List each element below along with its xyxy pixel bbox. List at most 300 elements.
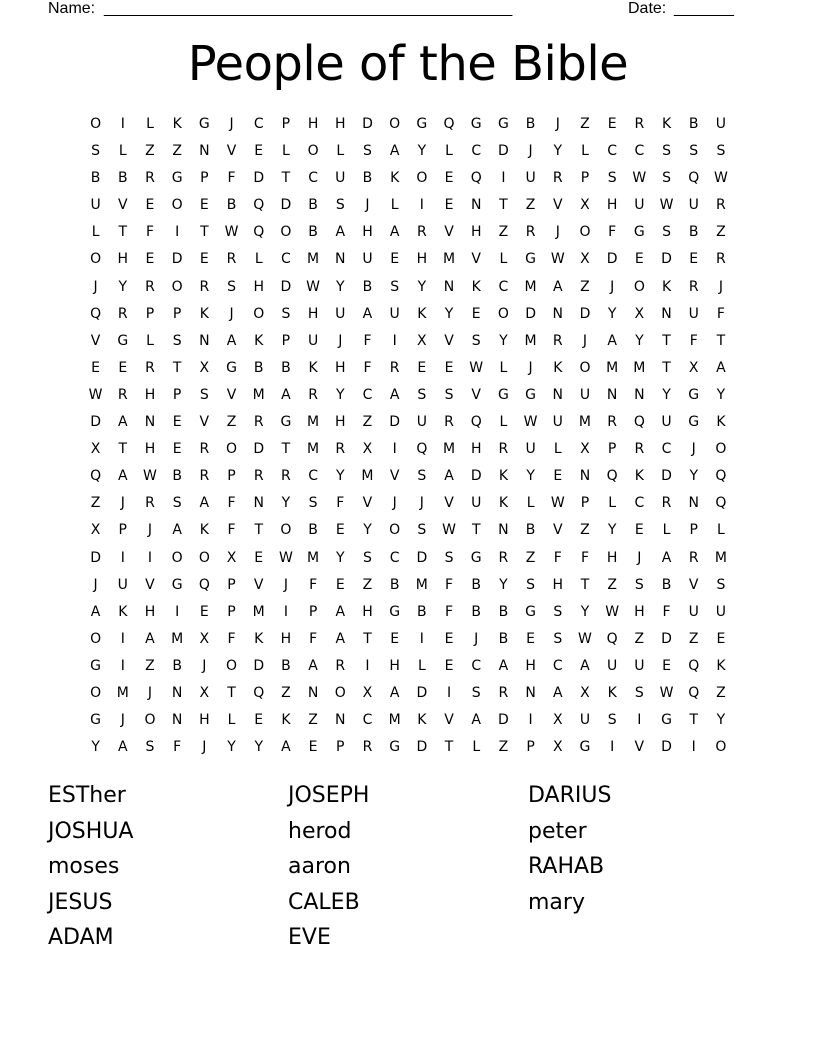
- grid-letter[interactable]: Y: [417, 278, 427, 295]
- grid-letter[interactable]: I: [501, 170, 506, 187]
- grid-letter[interactable]: J: [229, 116, 234, 132]
- grid-letter[interactable]: E: [254, 712, 264, 729]
- grid-letter[interactable]: V: [389, 468, 400, 485]
- grid-letter[interactable]: B: [688, 116, 699, 132]
- grid-letter[interactable]: V: [90, 332, 101, 349]
- grid-letter[interactable]: V: [199, 414, 210, 431]
- grid-letter[interactable]: P: [172, 386, 182, 403]
- grid-letter[interactable]: D: [661, 468, 672, 485]
- grid-letter[interactable]: O: [253, 305, 265, 322]
- grid-letter[interactable]: M: [524, 278, 537, 295]
- grid-letter[interactable]: Y: [336, 549, 345, 566]
- grid-letter[interactable]: O: [90, 116, 102, 132]
- grid-letter[interactable]: S: [172, 332, 182, 349]
- grid-letter[interactable]: E: [444, 197, 454, 214]
- grid-letter[interactable]: C: [308, 468, 318, 485]
- grid-letter[interactable]: K: [199, 305, 209, 322]
- grid-letter[interactable]: P: [200, 170, 209, 187]
- grid-letter[interactable]: H: [525, 657, 536, 674]
- grid-letter[interactable]: D: [253, 170, 265, 187]
- grid-letter[interactable]: R: [498, 684, 509, 701]
- grid-letter[interactable]: E: [199, 603, 209, 620]
- grid-letter[interactable]: D: [606, 251, 618, 268]
- grid-letter[interactable]: A: [471, 712, 481, 729]
- grid-letter[interactable]: D: [389, 414, 401, 431]
- grid-letter[interactable]: J: [147, 684, 153, 701]
- grid-letter[interactable]: A: [199, 495, 210, 512]
- grid-letter[interactable]: J: [419, 495, 424, 512]
- grid-letter[interactable]: R: [362, 739, 373, 756]
- grid-letter[interactable]: Y: [526, 468, 535, 485]
- grid-letter[interactable]: D: [90, 414, 101, 431]
- grid-letter[interactable]: F: [309, 576, 318, 593]
- grid-letter[interactable]: U: [389, 305, 400, 322]
- grid-letter[interactable]: B: [688, 224, 699, 241]
- grid-letter[interactable]: S: [662, 170, 671, 187]
- grid-letter[interactable]: L: [662, 522, 671, 539]
- grid-letter[interactable]: G: [280, 414, 292, 431]
- grid-letter[interactable]: Z: [362, 414, 373, 431]
- grid-letter[interactable]: X: [362, 441, 373, 458]
- grid-letter[interactable]: Y: [553, 143, 563, 160]
- grid-letter[interactable]: P: [607, 441, 617, 458]
- grid-letter[interactable]: L: [390, 197, 399, 214]
- grid-letter[interactable]: O: [334, 684, 346, 701]
- grid-letter[interactable]: H: [144, 386, 156, 403]
- grid-letter[interactable]: H: [144, 441, 156, 458]
- grid-letter[interactable]: S: [281, 305, 291, 322]
- grid-letter[interactable]: D: [661, 630, 672, 647]
- grid-letter[interactable]: H: [362, 224, 373, 241]
- grid-letter[interactable]: U: [335, 170, 346, 187]
- grid-letter[interactable]: A: [308, 657, 318, 674]
- grid-letter[interactable]: W: [659, 684, 674, 701]
- grid-letter[interactable]: L: [717, 522, 725, 539]
- grid-letter[interactable]: I: [120, 116, 125, 132]
- grid-letter[interactable]: S: [662, 143, 671, 160]
- grid-letter[interactable]: Q: [606, 630, 618, 647]
- grid-letter[interactable]: H: [470, 224, 482, 241]
- grid-letter[interactable]: K: [199, 522, 209, 539]
- grid-letter[interactable]: Z: [90, 495, 101, 512]
- grid-letter[interactable]: U: [634, 197, 645, 214]
- grid-letter[interactable]: U: [661, 414, 672, 431]
- grid-letter[interactable]: F: [227, 630, 236, 647]
- grid-letter[interactable]: J: [528, 143, 533, 160]
- grid-letter[interactable]: W: [88, 386, 103, 403]
- grid-letter[interactable]: K: [417, 305, 427, 322]
- grid-letter[interactable]: J: [120, 712, 125, 729]
- grid-letter[interactable]: T: [118, 441, 128, 458]
- grid-letter[interactable]: U: [416, 414, 427, 431]
- grid-letter[interactable]: Y: [689, 468, 698, 485]
- grid-letter[interactable]: D: [498, 712, 509, 729]
- grid-letter[interactable]: U: [688, 305, 699, 322]
- grid-letter[interactable]: M: [442, 441, 456, 458]
- grid-letter[interactable]: O: [389, 522, 401, 539]
- grid-letter[interactable]: K: [607, 684, 617, 701]
- grid-letter[interactable]: M: [606, 359, 619, 376]
- grid-letter[interactable]: Y: [91, 739, 100, 756]
- grid-letter[interactable]: V: [253, 576, 264, 593]
- grid-letter[interactable]: Y: [662, 386, 671, 403]
- grid-letter[interactable]: X: [362, 684, 373, 701]
- grid-letter[interactable]: Q: [688, 170, 700, 187]
- grid-letter[interactable]: R: [607, 414, 618, 431]
- grid-letter[interactable]: I: [283, 603, 288, 620]
- grid-letter[interactable]: A: [335, 630, 346, 647]
- grid-letter[interactable]: Z: [226, 414, 237, 431]
- grid-letter[interactable]: T: [662, 332, 671, 349]
- grid-letter[interactable]: G: [90, 712, 102, 729]
- grid-letter[interactable]: J: [365, 197, 370, 214]
- grid-letter[interactable]: E: [444, 359, 454, 376]
- grid-letter[interactable]: C: [661, 441, 672, 458]
- grid-letter[interactable]: B: [172, 468, 182, 485]
- grid-letter[interactable]: T: [227, 684, 236, 701]
- grid-letter[interactable]: M: [307, 414, 320, 431]
- grid-letter[interactable]: F: [553, 549, 562, 566]
- grid-letter[interactable]: E: [145, 251, 155, 268]
- grid-letter[interactable]: N: [552, 305, 564, 322]
- grid-letter[interactable]: H: [335, 359, 346, 376]
- grid-letter[interactable]: L: [499, 359, 508, 376]
- grid-letter[interactable]: S: [444, 386, 454, 403]
- grid-letter[interactable]: S: [471, 684, 481, 701]
- grid-letter[interactable]: D: [416, 739, 428, 756]
- grid-letter[interactable]: Y: [607, 522, 617, 539]
- grid-letter[interactable]: W: [523, 414, 538, 431]
- grid-letter[interactable]: W: [306, 278, 321, 295]
- grid-letter[interactable]: A: [172, 522, 182, 539]
- grid-letter[interactable]: E: [172, 414, 182, 431]
- grid-letter[interactable]: V: [444, 495, 454, 512]
- grid-letter[interactable]: W: [632, 170, 647, 187]
- grid-letter[interactable]: M: [252, 386, 265, 403]
- grid-letter[interactable]: C: [498, 278, 509, 295]
- grid-letter[interactable]: Z: [580, 522, 590, 539]
- grid-letter[interactable]: L: [417, 657, 426, 674]
- grid-letter[interactable]: K: [390, 170, 400, 187]
- grid-letter[interactable]: J: [691, 441, 696, 458]
- grid-letter[interactable]: B: [172, 657, 182, 674]
- grid-letter[interactable]: M: [116, 684, 129, 701]
- grid-letter[interactable]: A: [90, 603, 101, 620]
- grid-letter[interactable]: A: [335, 224, 346, 241]
- grid-letter[interactable]: C: [552, 657, 563, 674]
- grid-letter[interactable]: W: [442, 522, 456, 539]
- grid-letter[interactable]: D: [90, 549, 101, 566]
- grid-letter[interactable]: G: [171, 170, 183, 187]
- grid-letter[interactable]: E: [662, 657, 671, 674]
- grid-letter[interactable]: A: [552, 684, 563, 701]
- grid-letter[interactable]: O: [90, 251, 102, 268]
- grid-letter[interactable]: G: [661, 712, 672, 729]
- grid-letter[interactable]: T: [118, 224, 128, 241]
- grid-letter[interactable]: X: [580, 684, 590, 701]
- grid-letter[interactable]: A: [117, 414, 128, 431]
- grid-letter[interactable]: Z: [498, 224, 509, 241]
- grid-letter[interactable]: D: [280, 278, 292, 295]
- grid-letter[interactable]: R: [199, 468, 210, 485]
- grid-letter[interactable]: E: [390, 251, 400, 268]
- grid-letter[interactable]: J: [338, 332, 343, 349]
- grid-letter[interactable]: X: [688, 359, 699, 376]
- grid-letter[interactable]: C: [362, 712, 373, 729]
- grid-letter[interactable]: O: [497, 305, 509, 322]
- grid-letter[interactable]: E: [444, 657, 454, 674]
- grid-letter[interactable]: Q: [416, 441, 428, 458]
- grid-letter[interactable]: Q: [90, 468, 102, 485]
- grid-letter[interactable]: B: [308, 224, 318, 241]
- grid-letter[interactable]: Z: [607, 576, 617, 593]
- grid-letter[interactable]: H: [280, 630, 292, 647]
- grid-letter[interactable]: U: [715, 603, 727, 620]
- grid-letter[interactable]: C: [308, 170, 318, 187]
- grid-letter[interactable]: I: [120, 549, 125, 566]
- grid-letter[interactable]: H: [416, 251, 428, 268]
- grid-letter[interactable]: X: [199, 630, 210, 647]
- grid-letter[interactable]: W: [550, 495, 565, 512]
- grid-letter[interactable]: H: [552, 576, 564, 593]
- grid-letter[interactable]: V: [471, 251, 481, 268]
- grid-letter[interactable]: V: [226, 143, 237, 160]
- grid-letter[interactable]: E: [118, 359, 128, 376]
- grid-letter[interactable]: J: [229, 305, 234, 322]
- grid-letter[interactable]: F: [309, 630, 318, 647]
- grid-letter[interactable]: V: [145, 576, 155, 593]
- grid-letter[interactable]: O: [171, 549, 183, 566]
- grid-letter[interactable]: S: [308, 495, 318, 512]
- grid-letter[interactable]: Q: [253, 684, 265, 701]
- grid-letter[interactable]: R: [335, 657, 346, 674]
- grid-letter[interactable]: E: [444, 170, 454, 187]
- grid-letter[interactable]: R: [145, 278, 155, 295]
- grid-letter[interactable]: P: [689, 522, 698, 539]
- grid-letter[interactable]: B: [308, 197, 318, 214]
- grid-letter[interactable]: U: [90, 197, 101, 214]
- grid-letter[interactable]: F: [580, 549, 589, 566]
- grid-letter[interactable]: M: [388, 712, 401, 729]
- grid-letter[interactable]: O: [715, 441, 727, 458]
- grid-letter[interactable]: J: [582, 332, 588, 349]
- grid-letter[interactable]: R: [145, 495, 155, 512]
- grid-letter[interactable]: N: [144, 414, 156, 431]
- grid-letter[interactable]: F: [363, 332, 372, 349]
- grid-letter[interactable]: R: [444, 414, 454, 431]
- grid-letter[interactable]: E: [444, 630, 454, 647]
- grid-letter[interactable]: H: [335, 116, 346, 132]
- grid-letter[interactable]: K: [254, 332, 264, 349]
- grid-letter[interactable]: B: [661, 576, 672, 593]
- grid-letter[interactable]: T: [471, 522, 481, 539]
- grid-letter[interactable]: A: [389, 143, 400, 160]
- letter-grid[interactable]: [82, 111, 742, 761]
- grid-letter[interactable]: A: [444, 468, 454, 485]
- grid-letter[interactable]: U: [552, 414, 563, 431]
- grid-letter[interactable]: V: [552, 197, 563, 214]
- grid-letter[interactable]: S: [689, 143, 699, 160]
- grid-letter[interactable]: J: [528, 359, 533, 376]
- grid-letter[interactable]: Q: [253, 224, 265, 241]
- grid-letter[interactable]: F: [689, 332, 698, 349]
- grid-letter[interactable]: T: [580, 576, 590, 593]
- grid-letter[interactable]: L: [581, 143, 589, 160]
- grid-letter[interactable]: F: [445, 576, 454, 593]
- grid-letter[interactable]: B: [226, 197, 237, 214]
- grid-letter[interactable]: S: [199, 386, 209, 403]
- grid-letter[interactable]: P: [526, 739, 535, 756]
- grid-letter[interactable]: D: [661, 739, 672, 756]
- grid-letter[interactable]: Q: [715, 468, 727, 485]
- grid-letter[interactable]: E: [689, 251, 699, 268]
- grid-letter[interactable]: H: [606, 197, 618, 214]
- grid-letter[interactable]: Y: [281, 495, 291, 512]
- grid-letter[interactable]: D: [253, 657, 265, 674]
- grid-letter[interactable]: P: [281, 116, 291, 132]
- grid-letter[interactable]: T: [444, 739, 454, 756]
- grid-letter[interactable]: X: [580, 197, 590, 214]
- grid-letter[interactable]: J: [120, 495, 125, 512]
- grid-letter[interactable]: Y: [336, 386, 345, 403]
- grid-letter[interactable]: D: [661, 251, 672, 268]
- grid-letter[interactable]: P: [336, 739, 345, 756]
- grid-letter[interactable]: G: [688, 414, 700, 431]
- grid-letter[interactable]: X: [199, 684, 210, 701]
- grid-letter[interactable]: N: [661, 305, 672, 322]
- grid-letter[interactable]: U: [525, 441, 536, 458]
- grid-letter[interactable]: B: [117, 170, 128, 187]
- grid-letter[interactable]: D: [280, 197, 292, 214]
- grid-letter[interactable]: H: [117, 251, 129, 268]
- grid-letter[interactable]: E: [607, 116, 617, 132]
- grid-letter[interactable]: J: [392, 495, 397, 512]
- grid-letter[interactable]: L: [282, 143, 290, 160]
- grid-letter[interactable]: L: [526, 495, 535, 512]
- grid-letter[interactable]: N: [498, 522, 509, 539]
- grid-letter[interactable]: M: [252, 603, 265, 620]
- grid-letter[interactable]: S: [417, 468, 427, 485]
- grid-letter[interactable]: L: [499, 414, 508, 431]
- grid-letter[interactable]: F: [716, 305, 725, 322]
- grid-letter[interactable]: P: [118, 522, 127, 539]
- grid-letter[interactable]: A: [362, 305, 373, 322]
- grid-letter[interactable]: L: [254, 251, 263, 268]
- grid-letter[interactable]: G: [198, 116, 210, 132]
- grid-letter[interactable]: Y: [254, 739, 263, 756]
- grid-letter[interactable]: B: [308, 522, 318, 539]
- grid-letter[interactable]: I: [691, 739, 696, 756]
- grid-letter[interactable]: M: [171, 630, 184, 647]
- grid-letter[interactable]: R: [634, 116, 645, 132]
- grid-letter[interactable]: E: [254, 143, 264, 160]
- grid-letter[interactable]: S: [91, 143, 101, 160]
- grid-letter[interactable]: Z: [281, 684, 291, 701]
- grid-letter[interactable]: S: [145, 739, 155, 756]
- grid-letter[interactable]: R: [199, 441, 210, 458]
- grid-letter[interactable]: U: [117, 576, 128, 593]
- grid-letter[interactable]: R: [145, 170, 155, 187]
- grid-letter[interactable]: Y: [716, 386, 726, 403]
- grid-letter[interactable]: U: [525, 170, 536, 187]
- grid-letter[interactable]: I: [120, 630, 125, 647]
- grid-letter[interactable]: T: [200, 224, 209, 241]
- grid-letter[interactable]: A: [389, 684, 400, 701]
- grid-letter[interactable]: R: [389, 359, 400, 376]
- grid-letter[interactable]: H: [307, 116, 319, 132]
- grid-letter[interactable]: S: [363, 143, 372, 160]
- grid-letter[interactable]: K: [471, 278, 481, 295]
- grid-letter[interactable]: J: [93, 576, 98, 593]
- grid-letter[interactable]: E: [145, 197, 155, 214]
- grid-letter[interactable]: B: [471, 603, 482, 620]
- grid-letter[interactable]: S: [716, 143, 726, 160]
- grid-letter[interactable]: X: [552, 712, 563, 729]
- grid-letter[interactable]: Z: [716, 684, 726, 701]
- grid-letter[interactable]: Z: [525, 197, 536, 214]
- grid-letter[interactable]: K: [661, 278, 672, 295]
- grid-letter[interactable]: R: [552, 332, 563, 349]
- grid-letter[interactable]: S: [417, 386, 427, 403]
- grid-letter[interactable]: V: [362, 495, 373, 512]
- grid-letter[interactable]: Y: [336, 468, 345, 485]
- grid-letter[interactable]: V: [688, 576, 699, 593]
- grid-letter[interactable]: J: [147, 522, 153, 539]
- grid-letter[interactable]: T: [363, 630, 372, 647]
- grid-letter[interactable]: C: [471, 657, 482, 674]
- grid-letter[interactable]: R: [117, 386, 128, 403]
- grid-letter[interactable]: R: [253, 468, 264, 485]
- grid-letter[interactable]: Z: [525, 549, 536, 566]
- grid-letter[interactable]: Z: [716, 224, 726, 241]
- grid-letter[interactable]: O: [226, 441, 238, 458]
- grid-letter[interactable]: A: [117, 468, 128, 485]
- grid-letter[interactable]: R: [688, 278, 699, 295]
- grid-letter[interactable]: S: [335, 197, 345, 214]
- grid-letter[interactable]: R: [117, 305, 128, 322]
- grid-letter[interactable]: L: [499, 251, 508, 268]
- name-field[interactable]: ________________________________________________: [104, 0, 512, 17]
- grid-letter[interactable]: Z: [688, 630, 699, 647]
- grid-letter[interactable]: K: [281, 712, 291, 729]
- grid-letter[interactable]: H: [634, 603, 645, 620]
- grid-letter[interactable]: S: [227, 278, 236, 295]
- grid-letter[interactable]: Q: [90, 305, 102, 322]
- grid-letter[interactable]: K: [254, 630, 264, 647]
- grid-letter[interactable]: O: [389, 116, 401, 132]
- grid-letter[interactable]: X: [90, 441, 101, 458]
- date-field[interactable]: _______: [674, 0, 734, 17]
- grid-letter[interactable]: R: [416, 224, 427, 241]
- grid-letter[interactable]: R: [199, 278, 210, 295]
- grid-letter[interactable]: N: [335, 251, 346, 268]
- grid-letter[interactable]: E: [390, 630, 400, 647]
- grid-letter[interactable]: G: [497, 386, 509, 403]
- grid-letter[interactable]: U: [607, 657, 618, 674]
- grid-letter[interactable]: U: [335, 305, 346, 322]
- grid-letter[interactable]: Q: [470, 170, 482, 187]
- grid-letter[interactable]: N: [634, 386, 645, 403]
- grid-letter[interactable]: I: [446, 684, 452, 701]
- grid-letter[interactable]: D: [362, 116, 373, 132]
- grid-letter[interactable]: G: [525, 603, 537, 620]
- grid-letter[interactable]: M: [633, 359, 646, 376]
- grid-letter[interactable]: P: [172, 305, 182, 322]
- grid-letter[interactable]: P: [580, 170, 590, 187]
- grid-letter[interactable]: Z: [580, 278, 590, 295]
- grid-letter[interactable]: O: [226, 657, 238, 674]
- grid-letter[interactable]: B: [281, 657, 291, 674]
